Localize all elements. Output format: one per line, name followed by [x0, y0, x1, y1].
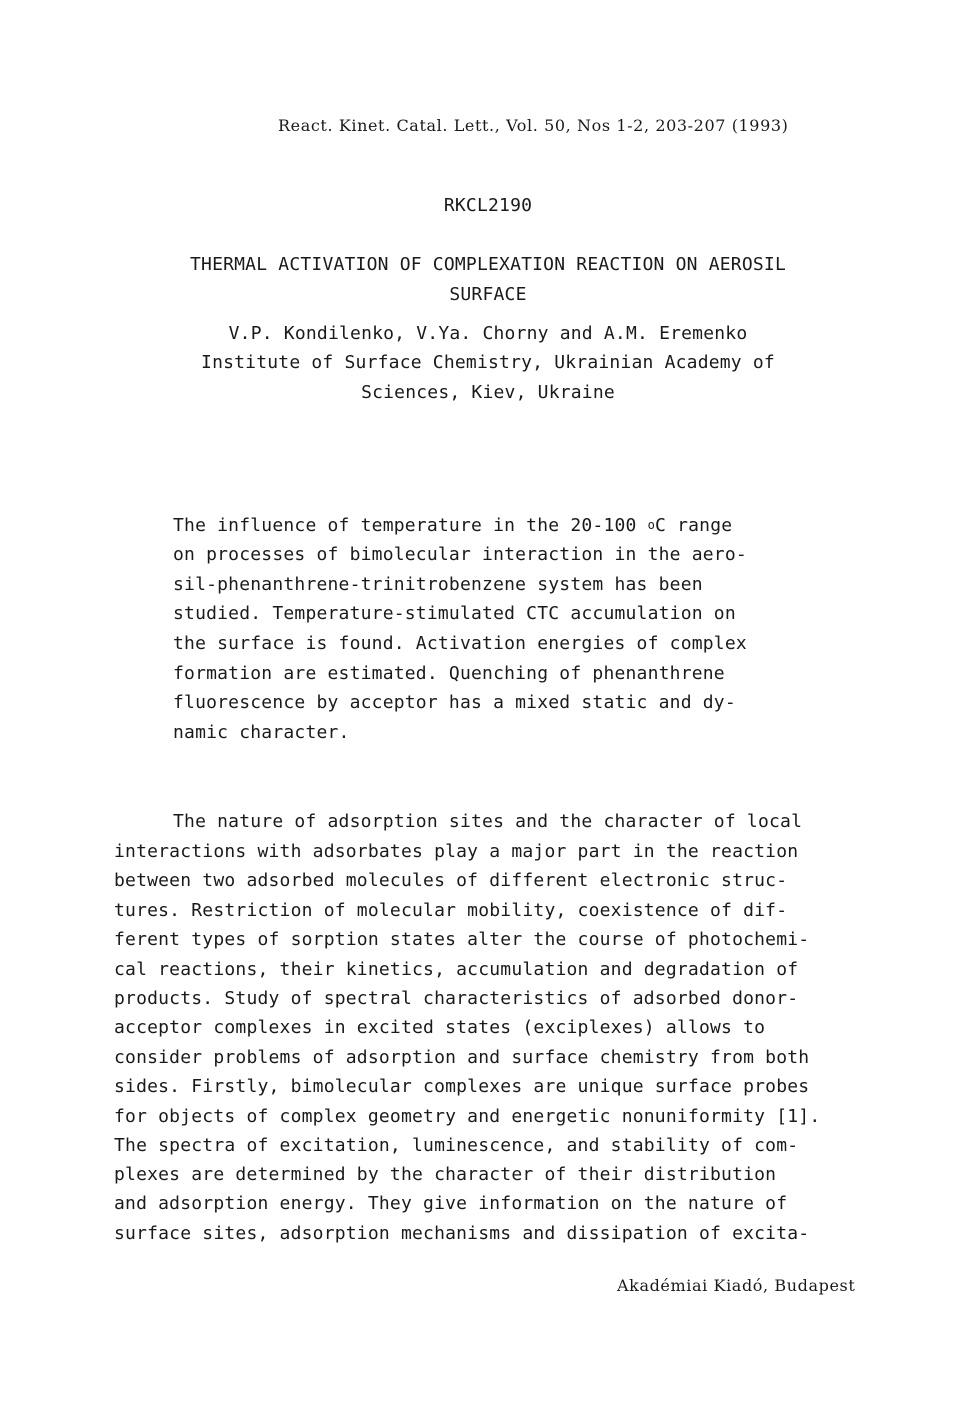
body-line: and adsorption energy. They give information on the nature of — [114, 1193, 788, 1214]
abstract-line: fluorescence by acceptor has a mixed static and dy- — [173, 692, 736, 713]
body-line: sides. Firstly, bimolecular complexes are unique surface probes — [114, 1076, 810, 1097]
publisher-footer: Akadémiai Kiadó, Budapest — [617, 1276, 856, 1295]
body-line: The spectra of excitation, luminescence, and stability of com- — [114, 1135, 799, 1156]
affiliation-line-2: Sciences, Kiev, Ukraine — [361, 382, 615, 403]
body-line: tures. Restriction of molecular mobility, coexistence of dif- — [114, 900, 788, 921]
abstract-line — [173, 516, 732, 537]
abstract-line: studied. Temperature-stimulated CTC accumulation on — [173, 603, 736, 624]
journal-citation: React. Kinet. Catal. Lett., Vol. 50, Nos 1-2, 203-207 (1993) — [278, 116, 789, 135]
body-line: cal reactions, their kinetics, accumulation and degradation of — [114, 959, 799, 980]
abstract-line: formation are estimated. Quenching of phenanthrene — [173, 663, 725, 684]
abstract-line: sil-phenanthrene-trinitrobenzene system has been — [173, 574, 703, 595]
authors: V.P. Kondilenko, V.Ya. Chorny and A.M. Eremenko — [228, 323, 748, 344]
abstract-line: the surface is found. Activation energies of complex — [173, 633, 747, 654]
body-line: consider problems of adsorption and surface chemistry from both — [114, 1047, 810, 1068]
affiliation-line-1: Institute of Surface Chemistry, Ukrainian Academy of — [201, 352, 775, 373]
abstract-line-1-end: C range — [655, 515, 733, 536]
body-line: ferent types of sorption states alter the course of photochemi- — [114, 929, 810, 950]
body-line: plexes are determined by the character of their distribution — [114, 1164, 777, 1185]
body-line: interactions with adsorbates play a major part in the reaction — [114, 841, 799, 862]
body-line: for objects of complex geometry and energetic nonuniformity [1]. — [114, 1106, 821, 1127]
body-line: acceptor complexes in excited states (exciplexes) allows to — [114, 1017, 766, 1038]
abstract-line: on processes of bimolecular interaction in the aero- — [173, 544, 747, 565]
abstract-line-1-text: The influence of temperature in the 20-100 — [173, 515, 648, 536]
title-line-2: SURFACE — [449, 284, 527, 305]
body-line: between two adsorbed molecules of different electronic struc- — [114, 870, 788, 891]
article-code: RKCL2190 — [443, 195, 533, 216]
degree-superscript: o — [647, 518, 656, 532]
body-line: surface sites, adsorption mechanisms and dissipation of excita- — [114, 1223, 810, 1244]
body-line: products. Study of spectral characteristics of adsorbed donor- — [114, 988, 799, 1009]
body-line: The nature of adsorption sites and the character of local — [173, 811, 803, 832]
title-line-1: THERMAL ACTIVATION OF COMPLEXATION REACTION ON AEROSIL — [190, 254, 786, 275]
abstract-line: namic character. — [173, 722, 350, 743]
